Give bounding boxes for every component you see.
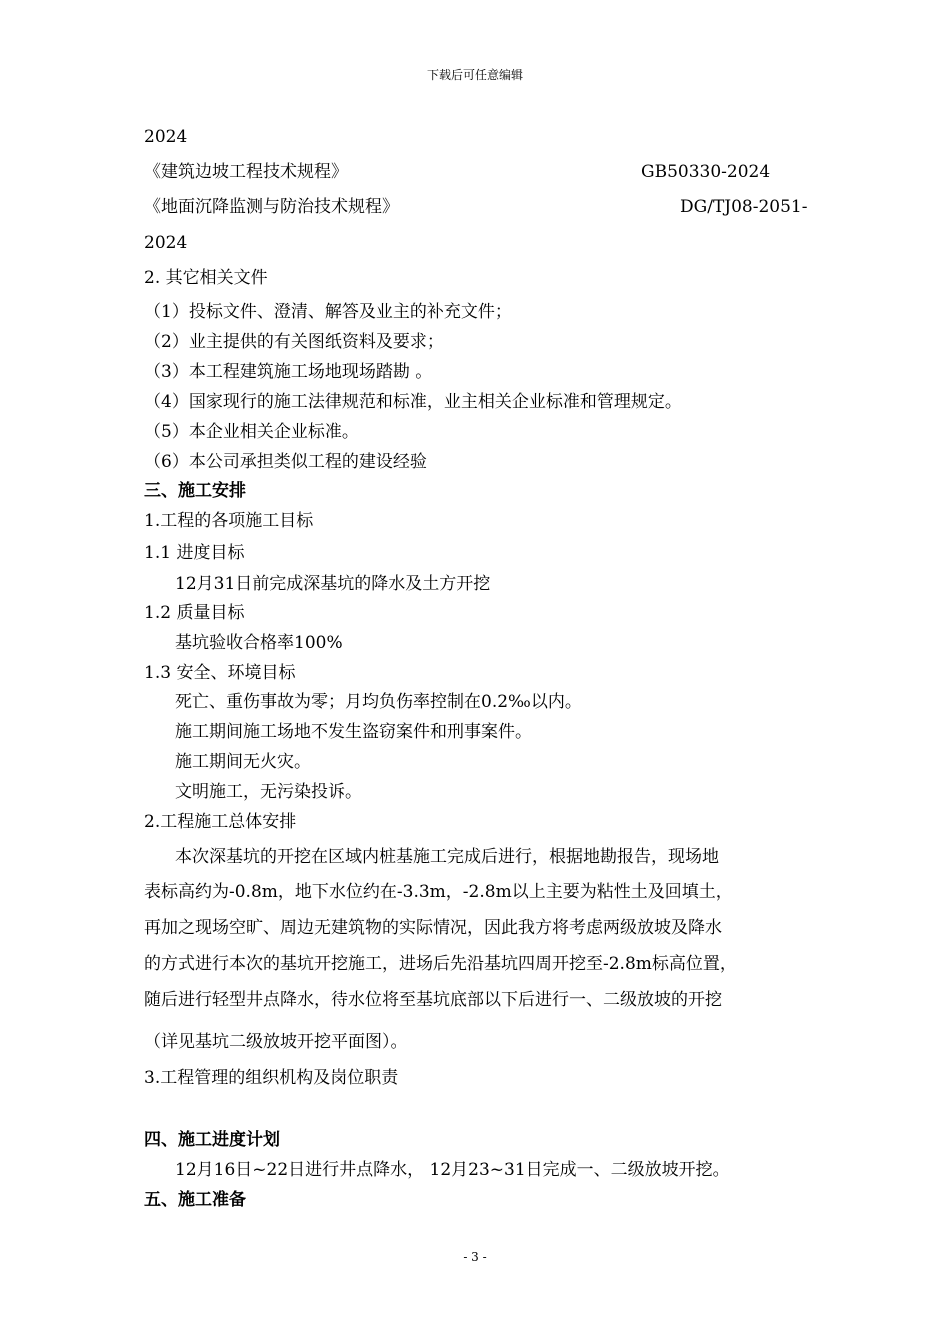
section-heading: 三、施工安排 bbox=[144, 481, 246, 501]
text-line: 死亡、重伤事故为零；月均负伤率控制在0.2‰以内。 bbox=[175, 692, 582, 712]
text-line: 12月16日~22日进行井点降水， 12月23~31日完成一、二级放坡开挖。 bbox=[175, 1160, 730, 1180]
text-line: 2. 其它相关文件 bbox=[144, 268, 268, 288]
subheading: 1.2 质量目标 bbox=[144, 603, 245, 623]
paragraph-line: 表标高约为-0.8m，地下水位约在-3.3m，-2.8m以上主要为粘性土及回填土， bbox=[144, 882, 733, 902]
paragraph-line: 再加之现场空旷、周边无建筑物的实际情况，因此我方将考虑两级放坡及降水 bbox=[144, 918, 722, 938]
text-line: 文明施工，无污染投诉。 bbox=[175, 782, 362, 802]
list-item: （2）业主提供的有关图纸资料及要求； bbox=[144, 332, 444, 352]
text-line: 2024 bbox=[144, 127, 188, 147]
list-item: （5）本企业相关企业标准。 bbox=[144, 422, 359, 442]
section-heading: 四、施工进度计划 bbox=[144, 1130, 280, 1150]
text-line: 基坑验收合格率100% bbox=[175, 633, 343, 653]
text-line: 12月31日前完成深基坑的降水及土方开挖 bbox=[175, 574, 491, 594]
page-header: 下载后可任意编辑 bbox=[426, 68, 523, 82]
text-line: 施工期间无火灾。 bbox=[175, 752, 311, 772]
text-line: 施工期间施工场地不发生盗窃案件和刑事案件。 bbox=[175, 722, 532, 742]
subheading: 1.3 安全、环境目标 bbox=[144, 663, 296, 683]
paragraph-line: 随后进行轻型井点降水，待水位将至基坑底部以下后进行一、二级放坡的开挖 bbox=[144, 990, 722, 1010]
subheading: 3.工程管理的组织机构及岗位职责 bbox=[144, 1068, 399, 1088]
text-line: 2024 bbox=[144, 233, 188, 253]
standard-code: DG/TJ08-2051- bbox=[680, 197, 808, 217]
list-item: （6）本公司承担类似工程的建设经验 bbox=[144, 452, 427, 472]
subheading: 1.工程的各项施工目标 bbox=[144, 511, 314, 531]
page-number: - 3 - bbox=[463, 1250, 487, 1264]
subheading: 2.工程施工总体安排 bbox=[144, 812, 297, 832]
paragraph-line: 的方式进行本次的基坑开挖施工，进场后先沿基坑四周开挖至-2.8m标高位置， bbox=[144, 954, 737, 974]
standard-code: GB50330-2024 bbox=[641, 162, 771, 182]
list-item: （4）国家现行的施工法律规范和标准，业主相关企业标准和管理规定。 bbox=[144, 392, 682, 412]
paragraph-line: （详见基坑二级放坡开挖平面图）。 bbox=[144, 1032, 408, 1052]
text-line: 《地面沉降监测与防治技术规程》 bbox=[144, 197, 399, 217]
list-item: （1）投标文件、澄清、解答及业主的补充文件； bbox=[144, 302, 512, 322]
subheading: 1.1 进度目标 bbox=[144, 543, 245, 563]
paragraph-line: 本次深基坑的开挖在区域内桩基施工完成后进行，根据地勘报告，现场地 bbox=[175, 847, 719, 867]
section-heading: 五、施工准备 bbox=[144, 1190, 246, 1210]
list-item: （3）本工程建筑施工场地现场踏勘 。 bbox=[144, 362, 433, 382]
text-line: 《建筑边坡工程技术规程》 bbox=[144, 162, 348, 182]
